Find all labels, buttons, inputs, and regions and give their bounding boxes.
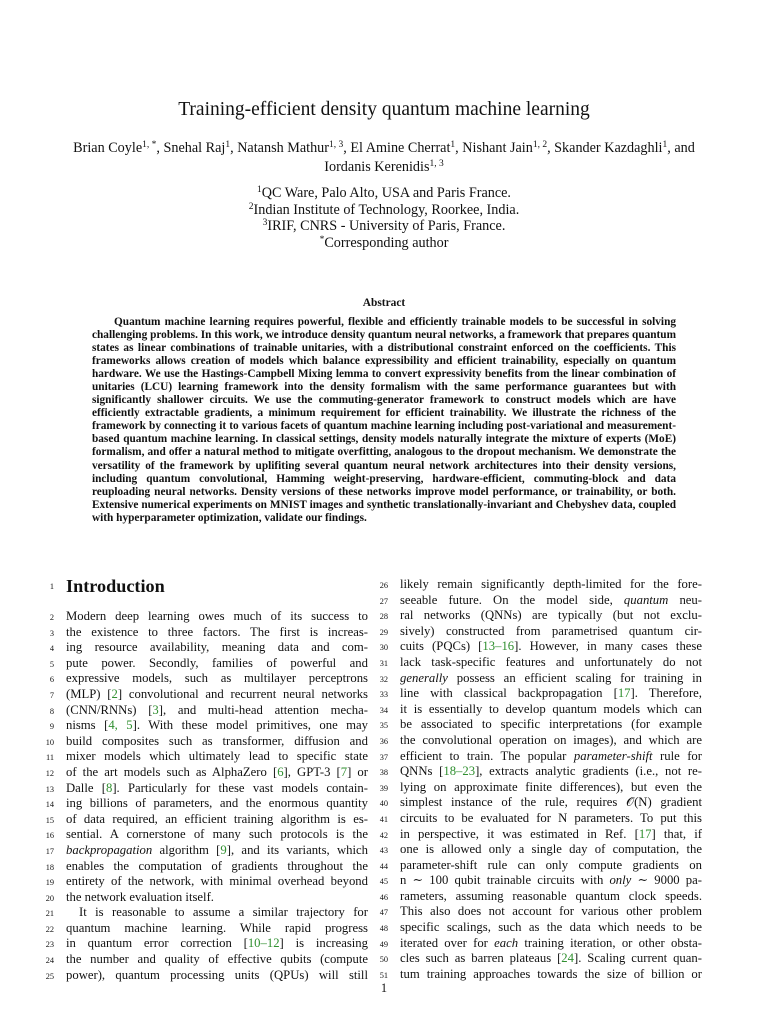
line-number: 2 (49, 613, 54, 622)
line-number: 51 (379, 970, 388, 980)
line-text (66, 921, 368, 937)
line-number: 23 (45, 940, 54, 950)
text-line (49, 686, 368, 703)
line-number: 8 (49, 706, 54, 716)
line-number: 11 (46, 753, 54, 763)
text-run: quantum machine learning. While rapid progress (66, 920, 368, 935)
line-number: 13 (45, 784, 54, 794)
author-affiliation-mark: 1, 3 (429, 159, 444, 169)
line-text (66, 765, 368, 781)
text-line (379, 608, 702, 624)
text-line (45, 842, 368, 859)
line-number: 39 (379, 783, 388, 793)
emphasized-text: backpropagation (66, 842, 153, 857)
line-text (400, 873, 702, 889)
line-text (400, 764, 702, 780)
line-number: 26 (379, 581, 388, 590)
line-number: 49 (379, 939, 388, 949)
citation-link[interactable]: 17 (638, 826, 652, 841)
text-run: Dalle [ (66, 780, 106, 795)
text-line (379, 779, 702, 796)
text-line (49, 718, 369, 734)
right-column-lines (379, 577, 702, 982)
line-text (66, 703, 368, 719)
text-line (379, 873, 702, 889)
line-text (66, 890, 368, 906)
text-run: QNNs [ (400, 764, 444, 779)
text-run: entirety of the network, with minimal overhead beyond (66, 874, 368, 889)
text-run: the number and quality of effective qubits (compute (66, 952, 368, 967)
text-run: algorithm [ (152, 842, 221, 857)
author-list: Brian Coyle$^{1, *}$, Snehal Raj$^1$, Natansh Mathur$^{1, 3}$, El Amine Cherrat$^1$, Nishant Jain$^{1, 2}$, Skander Kazdaghli$^1$, and Iordanis Kerenidis$^{1, 3}$ (73, 140, 695, 175)
text-run: (CNN/RNNs) [ (66, 702, 153, 717)
line-text (66, 640, 368, 656)
text-run: efficient to train. The popular (400, 748, 574, 763)
text-run: sively) constructed from parametrised quantum cir- (400, 623, 702, 638)
author-affiliation-mark: 1 (662, 140, 668, 150)
text-run: This also does not account for various other problem (400, 904, 702, 919)
abstract-heading: Abstract (362, 297, 406, 309)
text-line (45, 874, 368, 890)
text-line (379, 904, 702, 920)
text-run: ]. With these model primitives, one may (132, 718, 369, 733)
line-text (400, 624, 702, 640)
text-run: cuits (PQCs) [ (400, 639, 483, 654)
page-number: 1 (380, 981, 388, 995)
text-line (49, 624, 368, 641)
text-line (49, 609, 368, 625)
abstract-text: Quantum machine learning requires powerful, flexible and efficiently trainable models to be successful in solving challenging problems. In this work, we introduce density quantum neural networks, a framework that prepares quantum states as linear combinations of trainable unitaries, with a distributional constraint enforced on the coefficients. This frameworks allows creation of models which balance expressibility and efficient trainability, especially on quantum hardware. We use the Hastings-Campbell Mixing lemma to convert expressivity benefits from the linear combination of unitaries (LCU) learning framework into the density formalism with the same performance guarantees but with significantly shallower circuits. We use the commuting-generator framework to construct models which are have efficiently extractable gradients, a minimum requirement for efficient trainability. We illustrate the richness of the framework by connecting it to various facets of quantum machine learning including post-variational and measurement-based quantum machine learning. In classical settings, density models naturally integrate the mixture of experts (MoE) formalism, and offer a natural method to mitigate overfitting, analogous to the dropout mechanism. We demonstrate the versatility of the framework by uplifiting several quantum neural network architectures into their density versions, including quantum convolutional, Hamming weight-preserving, hardware-efficient, commuting-block and data reuploading neural networks. Density versions of these networks improve model performance, or trainability, or both. Extensive numerical experiments on MNIST images and synthetic translationally-invariant and Chebyshev data, coupled with hyperparameter optimization, validate our findings. (92, 316, 676, 524)
line-number: 50 (379, 955, 388, 965)
text-line (49, 640, 368, 656)
line-number: 28 (379, 612, 388, 622)
text-run: iterated over for (400, 935, 495, 950)
text-run: ], extracts analytic gradients (i.e., not re- (475, 764, 702, 779)
text-run: cles such as barren plateaus [ (400, 951, 562, 966)
text-line (379, 810, 702, 827)
text-run: ], and multi-head attention mecha- (158, 702, 368, 717)
text-line (45, 780, 368, 797)
line-text (66, 734, 368, 750)
line-number: 35 (379, 721, 388, 731)
author-affiliation-mark: 1, 3 (329, 140, 344, 150)
line-number: 20 (45, 893, 54, 903)
affiliation-mark: 3 (262, 218, 268, 228)
line-text (66, 936, 368, 952)
line-text (66, 827, 368, 843)
text-run: It is reasonable to assume a similar trajectory for (79, 905, 368, 920)
text-line (49, 702, 368, 719)
line-number: 44 (379, 861, 388, 871)
line-number: 5 (49, 659, 54, 669)
line-text (66, 656, 368, 672)
author-name: El Amine Cherrat (350, 140, 451, 156)
text-line (379, 592, 702, 609)
text-run: neu- (668, 592, 702, 607)
line-text (400, 811, 702, 827)
citation-link[interactable]: 24 (561, 951, 574, 966)
emphasized-text: quantum (623, 592, 669, 607)
citation-link[interactable]: 17 (617, 686, 631, 701)
line-text (400, 733, 702, 749)
text-line (379, 795, 702, 811)
text-run: seeable future. On the model side, (400, 592, 624, 607)
line-number: 46 (379, 892, 388, 902)
line-text (400, 749, 702, 765)
line-text (400, 920, 702, 936)
text-run: training iteration, or other obsta- (518, 935, 702, 950)
text-run: pute power. Secondly, families of powerful and (66, 655, 368, 670)
citation-link[interactable]: 6 (277, 764, 284, 779)
text-run: ] that, if (651, 826, 702, 841)
text-line (45, 811, 368, 828)
line-number: 1 (49, 582, 54, 591)
text-run: rule for (652, 748, 702, 763)
emphasized-text: parameter-shift (573, 748, 653, 763)
line-number: 17 (45, 846, 54, 856)
citation-link[interactable]: 3 (152, 702, 159, 717)
text-line (379, 826, 702, 843)
line-text (66, 843, 368, 859)
line-number: 45 (379, 877, 388, 887)
paper-title: Training-efficient density quantum machine learning (178, 99, 590, 120)
text-run: tum training approaches towards the size of billion or (400, 966, 702, 981)
line-text (400, 889, 702, 905)
text-line (379, 654, 702, 671)
text-run: in quantum error correction [ (66, 936, 248, 951)
line-number: 38 (379, 768, 388, 778)
text-run: the existence to three factors. The first is increas- (66, 624, 368, 639)
text-run: nisms [ (66, 718, 109, 733)
line-text (400, 655, 702, 671)
line-text (66, 781, 368, 797)
left-column (45, 574, 369, 983)
affiliation-list (0, 185, 768, 251)
text-line (379, 701, 702, 718)
text-line (379, 686, 702, 702)
line-number: 43 (379, 846, 388, 856)
line-text (66, 874, 368, 890)
line-number: 33 (379, 690, 388, 700)
text-line (379, 577, 702, 593)
line-number: 21 (45, 909, 54, 919)
author-name: Iordanis Kerenidis (324, 159, 430, 175)
line-text (66, 796, 368, 812)
text-run: ]. Scaling current quan- (573, 951, 702, 966)
line-number: 32 (379, 674, 388, 684)
author-name: Natansh Mathur (237, 140, 329, 156)
line-text (66, 671, 368, 687)
text-line (45, 952, 368, 968)
affiliation-text: IRIF, CNRS - University of Paris, France. (267, 218, 506, 234)
line-text (400, 780, 702, 796)
emphasized-text: only (609, 873, 632, 888)
text-run: ] convolutional and recurrent neural networks (117, 686, 368, 701)
text-run: build composites such as transformer, diffusion and (66, 733, 368, 748)
text-line (379, 670, 702, 687)
line-number: 12 (45, 768, 54, 778)
line-number: 34 (379, 705, 388, 715)
text-run: ing resource availability, meaning data and com- (66, 640, 368, 655)
line-number: 42 (379, 830, 388, 840)
line-text (400, 795, 702, 811)
author-affiliation-mark: 1, * (142, 140, 157, 150)
text-line (45, 889, 368, 906)
line-number: 15 (45, 815, 54, 825)
text-run: sential. A cornerstone of many such protocols is the (66, 827, 368, 842)
citation-link[interactable]: 13–16 (482, 639, 515, 654)
text-run: power), quantum processing units (QPUs) will still (66, 967, 368, 982)
line-text (400, 702, 702, 718)
text-run: it is essentially to develop quantum models which can (400, 701, 702, 716)
text-line (379, 951, 702, 967)
text-run: ]. Therefore, (630, 686, 702, 701)
affiliation-mark: * (319, 234, 325, 245)
text-line (49, 671, 368, 687)
affiliation-mark: 1 (257, 185, 262, 195)
text-line (45, 827, 368, 843)
line-text (400, 639, 702, 655)
text-run: one is allowed only a single day of computation, the (400, 842, 702, 857)
affiliation-line (0, 202, 768, 219)
citation-link[interactable]: 9 (220, 842, 227, 857)
text-run: of data required, an efficient training algorithm is es- (66, 811, 368, 826)
line-text (400, 577, 702, 593)
text-run: ] is increasing (279, 936, 368, 951)
text-run: specific scalings, such as the data which needs to be (400, 920, 702, 935)
text-line (379, 842, 702, 858)
author-name: Brian Coyle (73, 140, 143, 156)
line-number: 37 (379, 752, 388, 762)
text-line (45, 936, 368, 952)
text-line (379, 888, 702, 905)
text-run: ]. However, in many cases these (514, 639, 702, 654)
line-text (400, 717, 702, 733)
affiliation-text: Indian Institute of Technology, Roorkee, India. (253, 201, 520, 218)
line-number: 31 (379, 658, 388, 668)
affiliation-text: QC Ware, Palo Alto, USA and Paris France. (261, 185, 511, 201)
text-run: line with classical backpropagation [ (400, 686, 618, 701)
citation-link[interactable]: 10–12 (247, 936, 280, 951)
text-line (45, 764, 368, 781)
emphasized-text: each (494, 935, 519, 950)
line-text (400, 827, 702, 843)
text-run: ]. Particularly for these vast models contain- (112, 780, 368, 795)
text-run: circuits to be evaluated for N parameters. To put this (400, 810, 702, 825)
affiliation-line (0, 185, 768, 202)
affiliation-mark: 2 (248, 201, 254, 212)
text-line (379, 623, 702, 640)
text-line (379, 639, 702, 655)
text-run: parameter-shift rule can only compute gradients on (400, 857, 702, 872)
line-text (400, 904, 702, 920)
text-run: ∼ 9000 pa- (631, 873, 702, 888)
text-run: ] or (347, 764, 368, 779)
text-run: (MLP) [ (66, 686, 112, 701)
citation-link[interactable]: 8 (105, 780, 113, 795)
author-affiliation-mark: 1, 2 (532, 140, 548, 150)
line-number: 36 (379, 736, 388, 746)
line-text (400, 951, 702, 967)
citation-link[interactable]: 4, 5 (108, 718, 133, 733)
emphasized-text: generally (400, 670, 448, 685)
line-number: 27 (379, 596, 388, 606)
line-text (400, 593, 702, 609)
text-line (45, 858, 368, 875)
text-run: lying on approximate finite differences), but even the (400, 779, 702, 794)
line-text (400, 858, 702, 874)
text-run: possess an efficient scaling for training in (447, 670, 702, 685)
text-line (379, 717, 702, 733)
text-run: of the art models such as AlphaZero [ (66, 764, 278, 779)
author-affiliation-mark: 1 (450, 140, 456, 150)
text-run: ral networks (QNNs) are typically (but not exclu- (400, 608, 702, 623)
line-number: 40 (379, 799, 388, 809)
line-text (66, 952, 368, 968)
line-number: 10 (45, 737, 54, 747)
line-text (66, 609, 368, 625)
line-number: 4 (49, 644, 54, 654)
section-heading-row (49, 574, 368, 598)
author-affiliation-mark: 1 (225, 140, 231, 150)
text-line (45, 905, 368, 921)
line-number: 14 (45, 800, 54, 810)
text-run: in perspective, it was estimated in Ref. [ (400, 826, 639, 841)
text-line (379, 732, 702, 749)
text-line (45, 796, 368, 812)
section-heading: Introduction (66, 576, 165, 596)
author-name: Skander Kazdaghli (554, 140, 663, 156)
line-number: 25 (45, 971, 54, 981)
line-text (400, 608, 702, 624)
citation-link[interactable]: 18–23 (443, 764, 476, 779)
text-run: lack task-specific features and unfortunately do not (400, 654, 702, 669)
text-line (45, 733, 368, 750)
citation-link[interactable]: 2 (111, 686, 118, 701)
text-run: Modern deep learning owes much of its success to (66, 609, 368, 623)
text-run: be associated to specific interpretations (for example (400, 717, 702, 732)
text-run: the network evaluation itself. (66, 889, 214, 904)
line-text (66, 625, 368, 641)
text-run: expressive models, such as multilayer perceptrons (66, 671, 368, 686)
author-name: Snehal Raj (163, 140, 226, 156)
line-number: 48 (379, 924, 388, 934)
line-number: 47 (379, 908, 388, 918)
text-line (379, 748, 702, 765)
line-text (66, 905, 368, 921)
text-run: ing billions of parameters, and the enormous quantity (66, 796, 368, 811)
text-run: the convolutional operation on images), and which are (400, 732, 702, 747)
line-number: 22 (45, 924, 54, 934)
line-number: 9 (49, 722, 54, 732)
text-run: mixer models which ultimately lead to specific state (66, 749, 368, 764)
line-number: 29 (379, 627, 388, 637)
text-line (379, 857, 702, 874)
line-text (400, 842, 702, 858)
line-number: 41 (379, 814, 388, 824)
text-line (379, 935, 702, 952)
citation-link[interactable]: 7 (340, 764, 348, 779)
line-text (66, 812, 368, 828)
text-run: ], GPT-3 [ (283, 764, 341, 779)
text-line (46, 749, 368, 765)
line-text (66, 718, 368, 734)
text-run: simplest instance of the rule, requires 𝒪(N) gradient (400, 795, 702, 810)
author-name: Nishant Jain (462, 140, 533, 156)
line-text (66, 687, 368, 703)
affiliation-text: Corresponding author (324, 234, 449, 251)
text-run: rameters, assuming reasonable quantum clock speeds. (400, 888, 702, 903)
text-run: n ∼ 100 qubit trainable circuits with (400, 873, 610, 888)
line-number: 3 (49, 628, 54, 638)
line-text (66, 749, 368, 765)
affiliation-line (0, 218, 768, 235)
line-number: 24 (45, 956, 54, 966)
line-number: 16 (45, 831, 54, 841)
right-column (379, 577, 702, 982)
text-run: ], and its variants, which (226, 842, 368, 857)
line-number: 19 (45, 878, 54, 888)
text-run: likely remain significantly depth-limited for the fore- (400, 577, 702, 591)
line-text (66, 859, 368, 875)
text-line (379, 920, 702, 936)
left-column-lines (45, 609, 369, 983)
text-run: enables the computation of gradients throughout the (66, 858, 368, 873)
line-number: 7 (49, 690, 54, 700)
text-line (379, 764, 702, 780)
text-line (49, 655, 368, 672)
line-number: 30 (379, 643, 388, 653)
line-text (400, 671, 702, 687)
line-text (400, 936, 702, 952)
line-text (400, 686, 702, 702)
affiliation-line (0, 235, 768, 252)
text-line (45, 920, 368, 937)
line-number: 18 (45, 862, 54, 872)
line-number: 6 (49, 675, 54, 685)
